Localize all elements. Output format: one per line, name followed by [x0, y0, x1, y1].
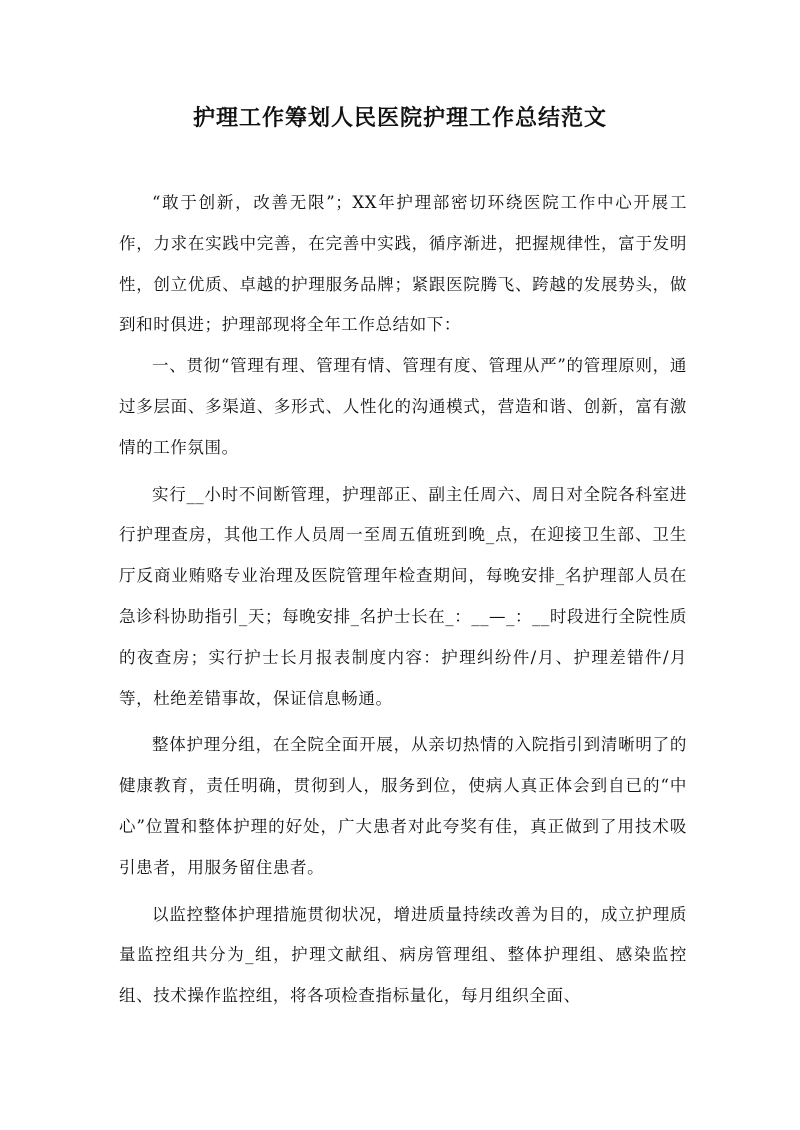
- paragraph-section-one: 一、贯彻“管理有理、管理有情、管理有度、管理从严”的管理原则，通过多层面、多渠道、多形式、人性化的沟通模式，营造和谐、创新，富有激情的工作氛围。: [119, 356, 687, 457]
- document-title: 护理工作筹划人民医院护理工作总结范文: [192, 105, 607, 131]
- paragraph-management: 实行__小时不间断管理，护理部正、副主任周六、周日对全院各科室进行护理查房，其他工作人员周一至周五值班到晚_点，在迎接卫生部、卫生厅反商业贿赂专业治理及医院管理年检查期间，每晚安排_名护理部人员在急诊科协助指引_天；每晚安排_名护士长在_：__—_：__时段进行全院性质的夜查房；实行护士长月报表制度内容：护理纠纷件/月、护理差错件/月等，杜绝差错事故，保证信息畅通。: [119, 484, 687, 708]
- document-body: [119, 183, 687, 1017]
- paragraph-intro: “敢于创新，改善无限”；XX年护理部密切环绕医院工作中心开展工作，力求在实践中完善，在完善中实践，循序渐进，把握规律性，富于发明性，创立优质、卓越的护理服务品牌；紧跟医院腾飞、跨越的发展势头，做到和时俱进；护理部现将全年工作总结如下：: [119, 193, 687, 335]
- paragraph-holistic-care: 整体护理分组，在全院全面开展，从亲切热情的入院指引到清晰明了的健康教育，责任明确，贯彻到人，服务到位，使病人真正体会到自已的“中心”位置和整体护理的好处，广大患者对此夸奖有佳，真正做到了用技术吸引患者，用服务留住患者。: [119, 735, 687, 877]
- paragraph-quality-control: 以监控整体护理措施贯彻状况，增进质量持续改善为目的，成立护理质量监控组共分为_组，护理文献组、病房管理组、整体护理组、感染监控组、技术操作监控组，将各项检查指标量化，每月组织全面、: [119, 904, 687, 1006]
